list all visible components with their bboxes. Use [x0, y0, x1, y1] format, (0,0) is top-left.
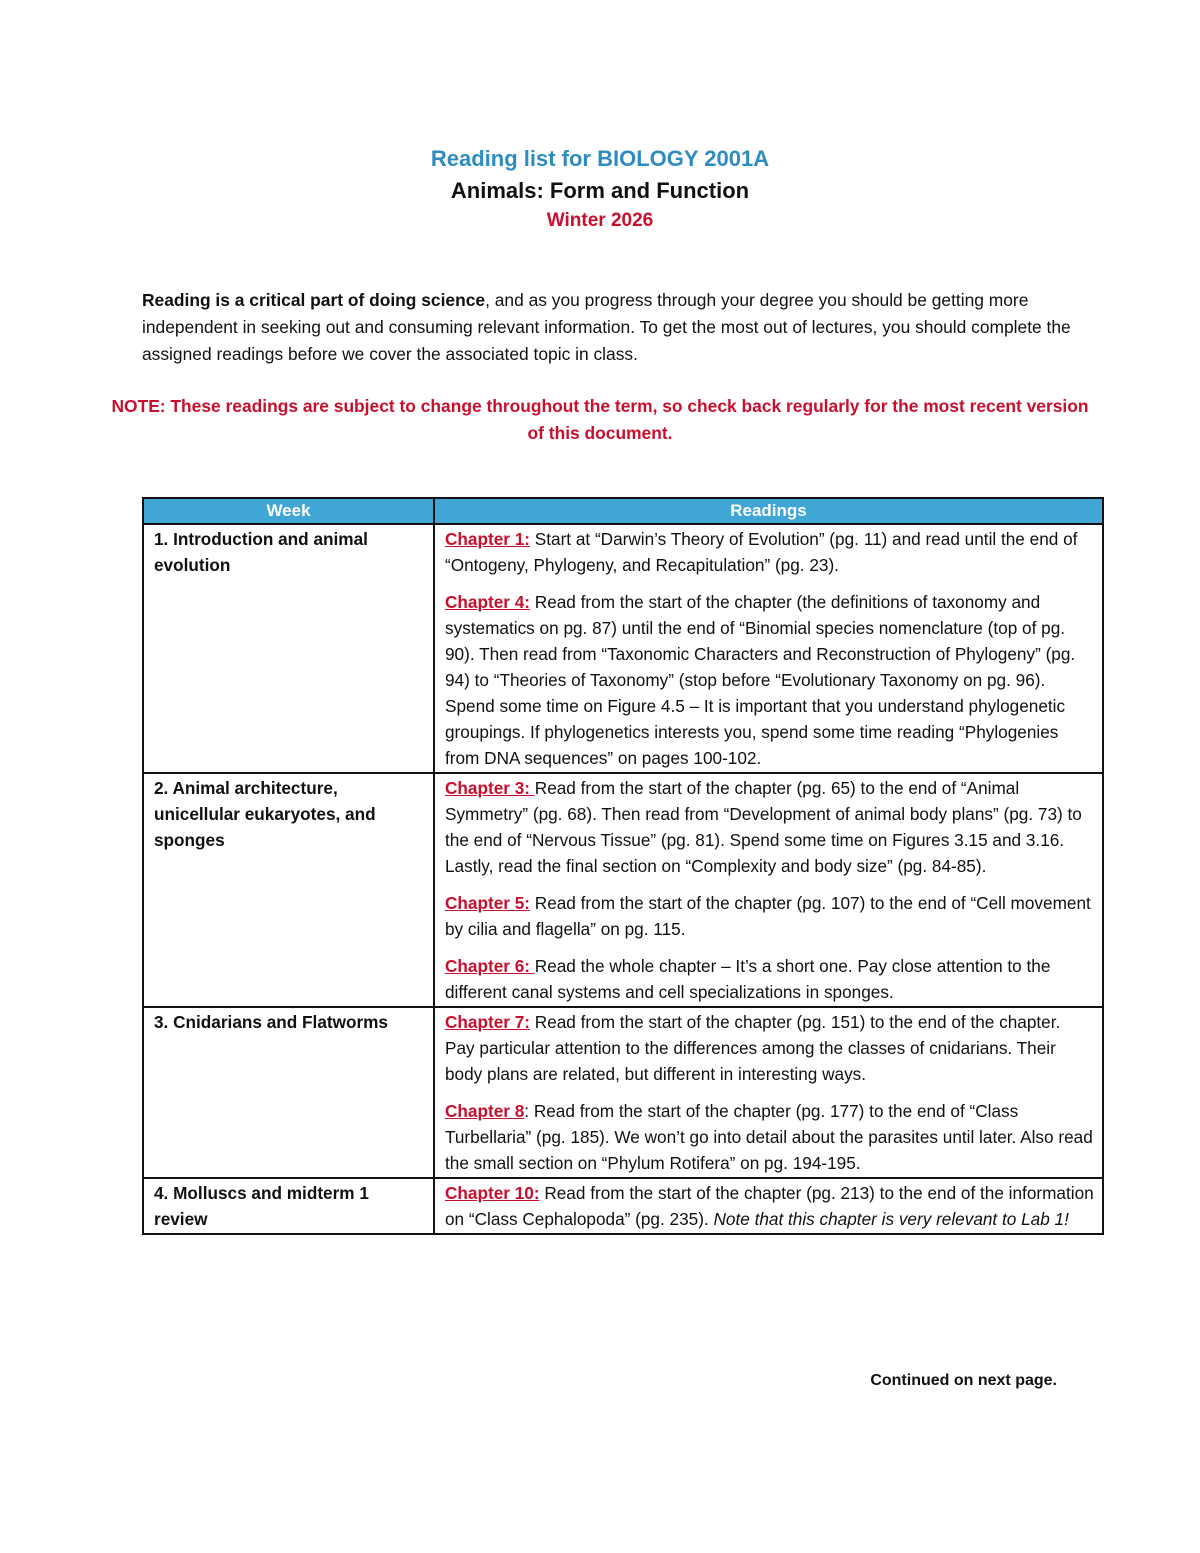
continued-notice: Continued on next page. [870, 1372, 1057, 1389]
week-cell: 2. Animal architecture, unicellular eukaryotes, and sponges [143, 773, 434, 1007]
reading-text: Read the whole chapter – It’s a short one. Pay close attention to the different canal systems and cell specializations in sponges. [445, 956, 1051, 1002]
table-row [143, 1178, 1103, 1234]
reading-text: Read from the start of the chapter (pg. 107) to the end of “Cell movement by cilia and flagella” on pg. 115. [445, 893, 1091, 939]
document-title: Reading list for BIOLOGY 2001A [430, 146, 770, 171]
chapter-link[interactable]: Chapter 7: [445, 1012, 530, 1032]
week-cell: 1. Introduction and animal evolution [143, 524, 434, 773]
reading-text: : Read from the start of the chapter (pg. 177) to the end of “Class Turbellaria” (pg. 185). We won’t go into detail about the parasites until later. Also read the small section on “Phylum Rotifera” on pg. 194-195. [445, 1101, 1093, 1173]
readings-cell [434, 773, 1103, 1007]
chapter-link[interactable]: Chapter 3: [445, 778, 535, 798]
reading-text: Read from the start of the chapter (pg. 213) to the end of the information on “Class Cephalopoda” (pg. 235). [445, 1183, 1094, 1229]
reading-table [142, 497, 1104, 1235]
reading-text: Read from the start of the chapter (pg. 151) to the end of the chapter. Pay particular attention to the differences among the classes of cnidarians. Their body plans are related, but different in interesting ways. [445, 1012, 1061, 1084]
chapter-link[interactable]: Chapter 1: [445, 529, 530, 549]
intro-paragraph [142, 287, 1072, 368]
readings-cell [434, 1007, 1103, 1178]
note-warning: NOTE: These readings are subject to change throughout the term, so check back regularly for the most recent version of this document. [111, 396, 1089, 443]
table-row [143, 1007, 1103, 1178]
reading-text: Start at “Darwin’s Theory of Evolution” (pg. 11) and read until the end of “Ontogeny, Phylogeny, and Recapitulation” (pg. 23). [445, 529, 1078, 575]
reading-entry [445, 890, 1094, 942]
week-column-header: Week [143, 498, 434, 524]
readings-cell [434, 1178, 1103, 1234]
chapter-link[interactable]: Chapter 10: [445, 1183, 540, 1203]
reading-entry [445, 953, 1094, 1005]
reading-entry [445, 1180, 1094, 1232]
table-row [143, 773, 1103, 1007]
readings-column-header: Readings [434, 498, 1103, 524]
week-cell: 4. Molluscs and midterm 1 review [143, 1178, 434, 1234]
chapter-link[interactable]: Chapter 6: [445, 956, 535, 976]
chapter-link[interactable]: Chapter 4: [445, 592, 530, 612]
reading-text: Read from the start of the chapter (the definitions of taxonomy and systematics on pg. 87) until the end of “Binomial species nomenclature (top of pg. 90). Then read from “Taxonomic Characters and Reconstruction of Phylogeny” (pg. 94) to “Theories of Taxonomy” (stop before “Evolutionary Taxonomy on pg. 96). Spend some time on Figure 4.5 – It is important that you understand phylogenetic groupings. If phylogenetics interests you, spend some time reading “Phylogenies from DNA sequences” on pages 100-102. [445, 592, 1076, 768]
chapter-link[interactable]: Chapter 8 [445, 1101, 525, 1121]
intro-bold-lead: Reading is a critical part of doing science [142, 290, 486, 310]
reading-text: Read from the start of the chapter (pg. 65) to the end of “Animal Symmetry” (pg. 68). Then read from “Development of animal body plans” (pg. 73) to the end of “Nervous Tissue” (pg. 81). Spend some time on Figures 3.15 and 3.16. Lastly, read the final section on “Complexity and body size” (pg. 84-85). [445, 778, 1082, 876]
reading-note-italic: Note that this chapter is very relevant to Lab 1! [713, 1209, 1069, 1229]
chapter-link[interactable]: Chapter 5: [445, 893, 530, 913]
intro-text: , and as you progress through your degree you should be getting more independent in seeking out and consuming relevant information. To get the most out of lectures, you should complete the assigned readings before we cover the associated topic in class. [142, 290, 1071, 364]
term-label: Winter 2026 [546, 210, 654, 231]
reading-entry [445, 589, 1094, 771]
reading-entry [445, 526, 1094, 578]
reading-entry [445, 775, 1094, 879]
readings-cell [434, 524, 1103, 773]
reading-entry [445, 1009, 1094, 1087]
reading-entry [445, 1098, 1094, 1176]
table-row [143, 524, 1103, 773]
week-cell: 3. Cnidarians and Flatworms [143, 1007, 434, 1178]
table-header-row [143, 498, 1103, 524]
course-subtitle: Animals: Form and Function [450, 178, 750, 203]
